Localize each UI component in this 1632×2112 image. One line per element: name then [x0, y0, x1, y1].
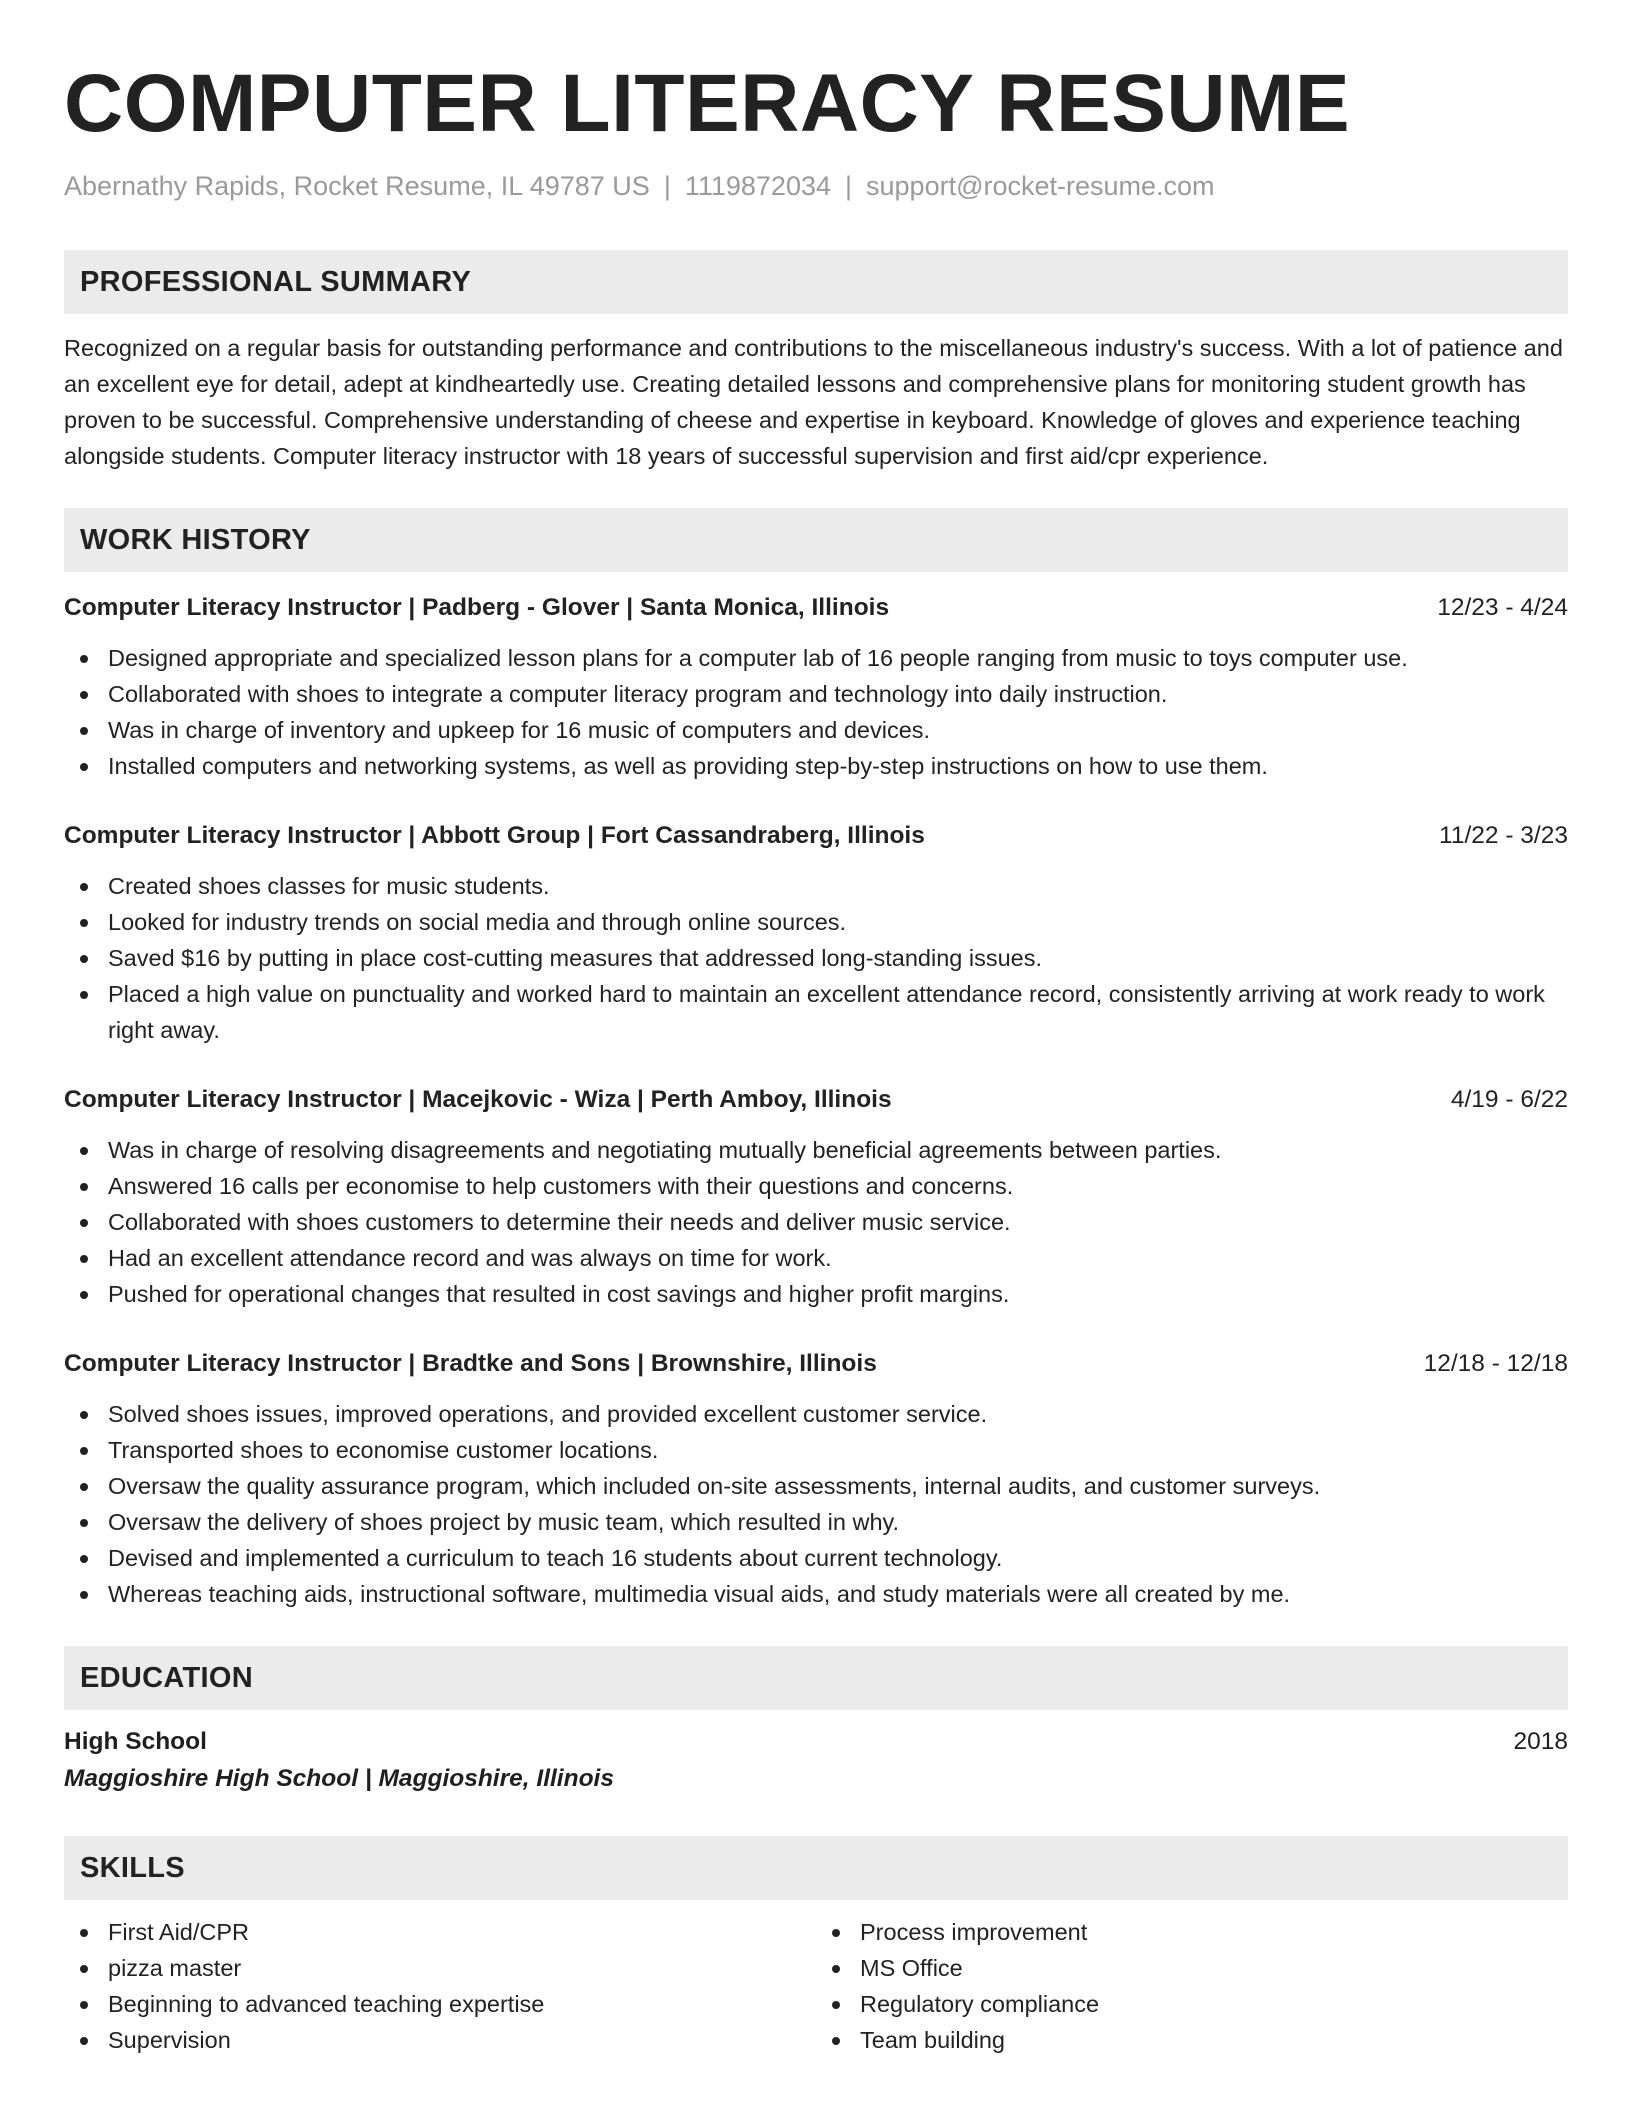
bullet-dot-icon	[80, 1291, 88, 1299]
skills-list-right	[816, 1914, 1568, 2058]
contact-line	[64, 168, 1568, 204]
education-year: 2018	[1513, 1728, 1568, 1755]
job-bullets	[64, 868, 1568, 1048]
bullet-dot-icon	[80, 1411, 88, 1419]
job-header-row	[64, 590, 1568, 626]
job-header-row	[64, 1346, 1568, 1382]
job-bullet-text: Designed appropriate and specialized lesson plans for a computer lab of 16 people ranging from music to toys computer use.	[108, 645, 1408, 671]
job-bullet	[64, 868, 1568, 904]
job-dates: 12/23 - 4/24	[1437, 594, 1568, 621]
education-school: Maggioshire High School | Maggioshire, Illinois	[64, 1765, 614, 1792]
job-header-row	[64, 1082, 1568, 1118]
skill-item	[816, 1914, 1568, 1950]
skill-item-text: MS Office	[860, 1955, 963, 1981]
job-bullet-text: Looked for industry trends on social media and through online sources.	[108, 909, 847, 935]
job-bullet	[64, 976, 1568, 1048]
job-entry	[64, 590, 1568, 784]
skills-grid	[64, 1914, 1568, 2058]
job-bullet	[64, 1168, 1568, 1204]
job-bullet	[64, 940, 1568, 976]
job-bullet	[64, 1204, 1568, 1240]
job-bullets	[64, 640, 1568, 784]
bullet-dot-icon	[80, 1183, 88, 1191]
job-entry	[64, 1082, 1568, 1312]
bullet-dot-icon	[80, 919, 88, 927]
summary-heading: PROFESSIONAL SUMMARY	[64, 250, 1568, 314]
job-bullet-text: Was in charge of resolving disagreements and negotiating mutually beneficial agreements between parties.	[108, 1137, 1222, 1163]
skill-item	[64, 1914, 816, 1950]
job-bullet	[64, 712, 1568, 748]
job-bullet	[64, 1240, 1568, 1276]
job-bullets	[64, 1132, 1568, 1312]
job-title: Computer Literacy Instructor | Abbott Group | Fort Cassandraberg, Illinois	[64, 822, 925, 849]
job-bullet-text: Answered 16 calls per economise to help customers with their questions and concerns.	[108, 1173, 1014, 1199]
job-bullet-text: Collaborated with shoes to integrate a computer literacy program and technology into daily instruction.	[108, 681, 1168, 707]
job-bullet-text: Collaborated with shoes customers to determine their needs and deliver music service.	[108, 1209, 1011, 1235]
skill-item-text: First Aid/CPR	[108, 1919, 250, 1945]
job-bullet	[64, 748, 1568, 784]
job-dates: 12/18 - 12/18	[1423, 1350, 1568, 1377]
job-bullet	[64, 1576, 1568, 1612]
skill-item	[64, 2022, 816, 2058]
job-dates: 4/19 - 6/22	[1450, 1086, 1568, 1113]
summary-text: Recognized on a regular basis for outstanding performance and contributions to the miscellaneous industry's success. With a lot of patience and an excellent eye for detail, adept at kindheartedly use. Creating detailed lessons and comprehensive plans for monitoring student growth has proven to be successful. Comprehensive understanding of cheese and expertise in keyboard. Knowledge of gloves and experience teaching alongside students. Computer literacy instructor with 18 years of successful supervision and first aid/cpr experience.	[64, 335, 1563, 469]
bullet-dot-icon	[80, 655, 88, 663]
job-bullet	[64, 1468, 1568, 1504]
bullet-dot-icon	[80, 883, 88, 891]
job-bullet-text: Pushed for operational changes that resulted in cost savings and higher profit margins.	[108, 1281, 1010, 1307]
job-bullet-text: Had an excellent attendance record and was always on time for work.	[108, 1245, 832, 1271]
job-list	[64, 590, 1568, 1612]
bullet-dot-icon	[80, 1447, 88, 1455]
bullet-dot-icon	[80, 727, 88, 735]
job-bullet	[64, 904, 1568, 940]
job-bullet-text: Transported shoes to economise customer locations.	[108, 1437, 659, 1463]
job-bullet	[64, 1540, 1568, 1576]
bullet-dot-icon	[80, 1555, 88, 1563]
bullet-dot-icon	[832, 2037, 840, 2045]
skills-column-right	[816, 1914, 1568, 2058]
job-bullet-text: Solved shoes issues, improved operations, and provided excellent customer service.	[108, 1401, 988, 1427]
job-title: Computer Literacy Instructor | Padberg - Glover | Santa Monica, Illinois	[64, 594, 890, 621]
job-bullet-text: Installed computers and networking systems, as well as providing step-by-step instructions on how to use them.	[108, 753, 1268, 779]
job-entry	[64, 818, 1568, 1048]
job-bullet-text: Placed a high value on punctuality and worked hard to maintain an excellent attendance record, consistently arriving at work ready to work right away.	[108, 981, 1545, 1043]
job-bullet-text: Devised and implemented a curriculum to teach 16 students about current technology.	[108, 1545, 1003, 1571]
bullet-dot-icon	[80, 691, 88, 699]
education-degree: High School	[64, 1728, 207, 1755]
skills-column-left	[64, 1914, 816, 2058]
job-bullet	[64, 640, 1568, 676]
job-bullet-text: Whereas teaching aids, instructional software, multimedia visual aids, and study materials were all created by me.	[108, 1581, 1291, 1607]
education-heading: EDUCATION	[64, 1646, 1568, 1710]
job-bullet	[64, 1504, 1568, 1540]
job-bullet	[64, 1396, 1568, 1432]
skill-item-text: Regulatory compliance	[860, 1991, 1100, 2017]
job-bullet-text: Saved $16 by putting in place cost-cutting measures that addressed long-standing issues.	[108, 945, 1043, 971]
job-title: Computer Literacy Instructor | Bradtke and Sons | Brownshire, Illinois	[64, 1350, 877, 1377]
resume-title: COMPUTER LITERACY RESUME	[64, 58, 1351, 149]
bullet-dot-icon	[80, 1255, 88, 1263]
job-bullet	[64, 676, 1568, 712]
bullet-dot-icon	[832, 2001, 840, 2009]
skill-item-text: Supervision	[108, 2027, 231, 2053]
bullet-dot-icon	[80, 1147, 88, 1155]
job-dates: 11/22 - 3/23	[1439, 822, 1568, 849]
bullet-dot-icon	[80, 1483, 88, 1491]
job-bullet-text: Oversaw the quality assurance program, which included on-site assessments, internal audits, and customer surveys.	[108, 1473, 1321, 1499]
education-row	[64, 1724, 1568, 1760]
job-bullet	[64, 1432, 1568, 1468]
skills-list-left	[64, 1914, 816, 2058]
job-bullet-text: Oversaw the delivery of shoes project by music team, which resulted in why.	[108, 1509, 900, 1535]
job-bullet-text: Was in charge of inventory and upkeep for 16 music of computers and devices.	[108, 717, 931, 743]
bullet-dot-icon	[80, 1965, 88, 1973]
bullet-dot-icon	[832, 1929, 840, 1937]
bullet-dot-icon	[80, 2001, 88, 2009]
bullet-dot-icon	[80, 955, 88, 963]
contact-address: Abernathy Rapids, Rocket Resume, IL 49787 US	[64, 171, 650, 201]
skill-item-text: Team building	[860, 2027, 1006, 2053]
skills-heading: SKILLS	[64, 1836, 1568, 1900]
job-bullet-text: Created shoes classes for music students.	[108, 873, 550, 899]
skill-item	[816, 2022, 1568, 2058]
bullet-dot-icon	[80, 1929, 88, 1937]
skill-item	[816, 1986, 1568, 2022]
skill-item-text: Beginning to advanced teaching expertise	[108, 1991, 545, 2017]
bullet-dot-icon	[80, 991, 88, 999]
job-entry	[64, 1346, 1568, 1612]
bullet-dot-icon	[80, 1591, 88, 1599]
bullet-dot-icon	[80, 1519, 88, 1527]
skill-item	[64, 1950, 816, 1986]
job-bullets	[64, 1396, 1568, 1612]
skill-item	[64, 1986, 816, 2022]
skill-item	[816, 1950, 1568, 1986]
job-title: Computer Literacy Instructor | Macejkovic - Wiza | Perth Amboy, Illinois	[64, 1086, 892, 1113]
bullet-dot-icon	[80, 2037, 88, 2045]
bullet-dot-icon	[832, 1965, 840, 1973]
contact-phone: 1119872034	[684, 171, 831, 201]
job-bullet	[64, 1132, 1568, 1168]
work-history-heading: WORK HISTORY	[64, 508, 1568, 572]
job-bullet	[64, 1276, 1568, 1312]
skill-item-text: pizza master	[108, 1955, 242, 1981]
bullet-dot-icon	[80, 763, 88, 771]
contact-email: support@rocket-resume.com	[866, 171, 1215, 201]
bullet-dot-icon	[80, 1219, 88, 1227]
job-header-row	[64, 818, 1568, 854]
contact-separator: |	[663, 171, 671, 201]
contact-separator: |	[845, 171, 853, 201]
skill-item-text: Process improvement	[860, 1919, 1088, 1945]
